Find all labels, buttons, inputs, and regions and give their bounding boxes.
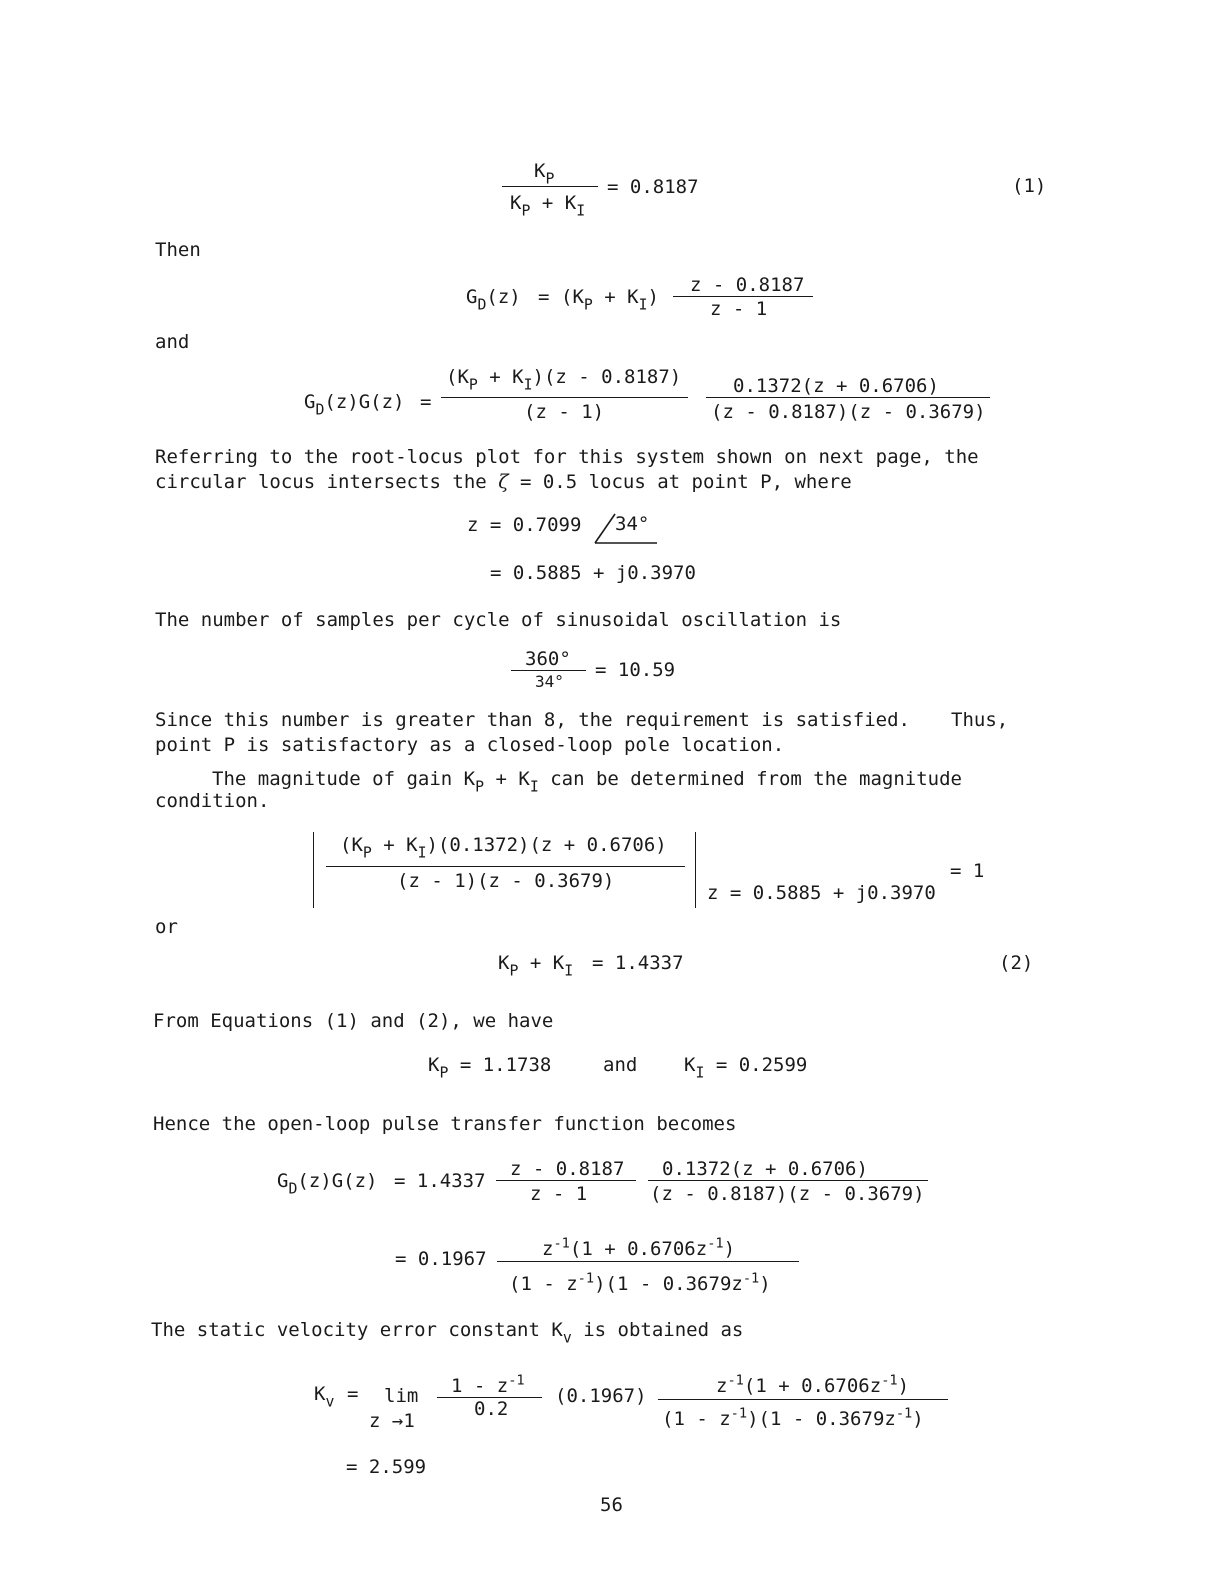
samples-numerator: 360° (525, 648, 571, 670)
abs-bar-right (695, 832, 696, 908)
kv-equals: = (347, 1383, 359, 1405)
paragraph-magnitude-line1: The magnitude of gain $K_P + K_I$ can be determined from the magnitude (212, 768, 962, 796)
samples-rhs: = 10.59 (595, 659, 676, 681)
z-polar-angle: 34° (615, 513, 650, 535)
z-rectangular: = 0.5885 + j0.3970 (490, 562, 696, 584)
eq1-numerator: $K_P$ (534, 160, 555, 188)
gd-frac-numerator: z - 0.8187 (690, 274, 805, 296)
kp-value: $K_P = 1.1738$ (428, 1054, 552, 1082)
paragraph-hence: Hence the open-loop pulse transfer function becomes (153, 1113, 737, 1135)
ol-f2-denominator: (z - 0.8187)(z - 0.3679) (650, 1183, 925, 1205)
kv-f2-numerator: $z^{-1}(1 + 0.6706z^{-1})$ (716, 1372, 910, 1397)
paragraph-root-locus-line1: Referring to the root-locus plot for this system shown on next page, the (155, 446, 979, 468)
ol-f3-numerator: $z^{-1}(1 + 0.6706z^{-1})$ (542, 1235, 736, 1260)
gdg-f1-numerator: $(K_P + K_I)(z - 0.8187)$ (446, 366, 682, 394)
ol-f1-denominator: z - 1 (530, 1183, 588, 1205)
kv-f1-numerator: $1 - z^{-1}$ (451, 1372, 525, 1397)
ol-f1-numerator: z - 0.8187 (510, 1158, 625, 1180)
z-polar-lhs: z = 0.7099 (467, 514, 582, 536)
mag-rhs: = 1 (950, 860, 985, 882)
kv-lim-subscript: z →1 (369, 1410, 415, 1432)
gdg-f1-denominator: (z - 1) (524, 401, 605, 423)
ol-f2-numerator: 0.1372(z + 0.6706) (662, 1158, 868, 1180)
page-number: 56 (600, 1494, 623, 1516)
paragraph-static-velocity: The static velocity error constant $K_v$ is obtained as (151, 1319, 744, 1347)
gdg-lhs: $G_D(z)G(z)$ (304, 391, 405, 419)
eq2-lhs: $K_P + K_I$ (498, 952, 574, 980)
ol-gain: = 1.4337 (394, 1170, 486, 1192)
paragraph-magnitude-line2: condition. (155, 790, 270, 812)
samples-denominator: 34° (535, 672, 564, 691)
paragraph-samples: The number of samples per cycle of sinusoidal oscillation is (155, 609, 842, 631)
paragraph-since-thus: Thus, (951, 709, 1009, 731)
ki-value: $K_I = 0.2599$ (684, 1054, 808, 1082)
paragraph-from-equations: From Equations (1) and (2), we have (153, 1010, 554, 1032)
gd-lhs: $G_D(z)$ (466, 286, 521, 314)
zeta-symbol: ζ (498, 471, 509, 493)
gdg-f2-denominator: (z - 0.8187)(z - 0.3679) (711, 401, 986, 423)
gd-gain: $(K_P + K_I)$ (561, 286, 659, 314)
gdg-equals: = (420, 391, 432, 413)
equation-number-2: (2) (999, 952, 1034, 974)
kv-mid-factor: (0.1967) (555, 1385, 647, 1407)
gd-frac-denominator: z - 1 (710, 298, 768, 320)
kv-lim: lim (384, 1385, 419, 1407)
text-then: Then (155, 239, 201, 261)
kv-lhs: $K_v$ (314, 1383, 335, 1411)
text-or: or (155, 916, 178, 938)
kv-f1-denominator: 0.2 (474, 1398, 509, 1420)
gdg-f2-numerator: 0.1372(z + 0.6706) (733, 375, 939, 397)
kv-f2-denominator: $(1 - z^{-1})(1 - 0.3679z^{-1})$ (662, 1405, 924, 1430)
ol-line2-gain: = 0.1967 (395, 1248, 487, 1270)
mag-denominator: (z - 1)(z - 0.3679) (397, 870, 615, 892)
text-and: and (155, 331, 190, 353)
mag-numerator: $(K_P + K_I)(0.1372)(z + 0.6706)$ (340, 834, 667, 862)
paragraph-root-locus-line2: circular locus intersects the ζ = 0.5 locus at point P, where (155, 471, 852, 493)
paragraph-since-line1: Since this number is greater than 8, the requirement is satisfied. (155, 709, 910, 731)
abs-bar-left (313, 832, 314, 908)
gd-equals: = (538, 286, 550, 308)
eq1-denominator: $K_P + K_I$ (510, 192, 586, 220)
gains-and: and (603, 1054, 638, 1076)
kv-result: = 2.599 (346, 1456, 427, 1478)
paragraph-since-line2: point P is satisfactory as a closed-loop pole location. (155, 734, 785, 756)
ol-f3-denominator: $(1 - z^{-1})(1 - 0.3679z^{-1})$ (509, 1270, 771, 1295)
mag-eval-point: z = 0.5885 + j0.3970 (707, 882, 936, 904)
eq1-rhs: = 0.8187 (607, 176, 699, 198)
ol-lhs: $G_D(z)G(z)$ (277, 1170, 378, 1198)
eq2-rhs: = 1.4337 (592, 952, 684, 974)
equation-number-1: (1) (1012, 175, 1047, 197)
